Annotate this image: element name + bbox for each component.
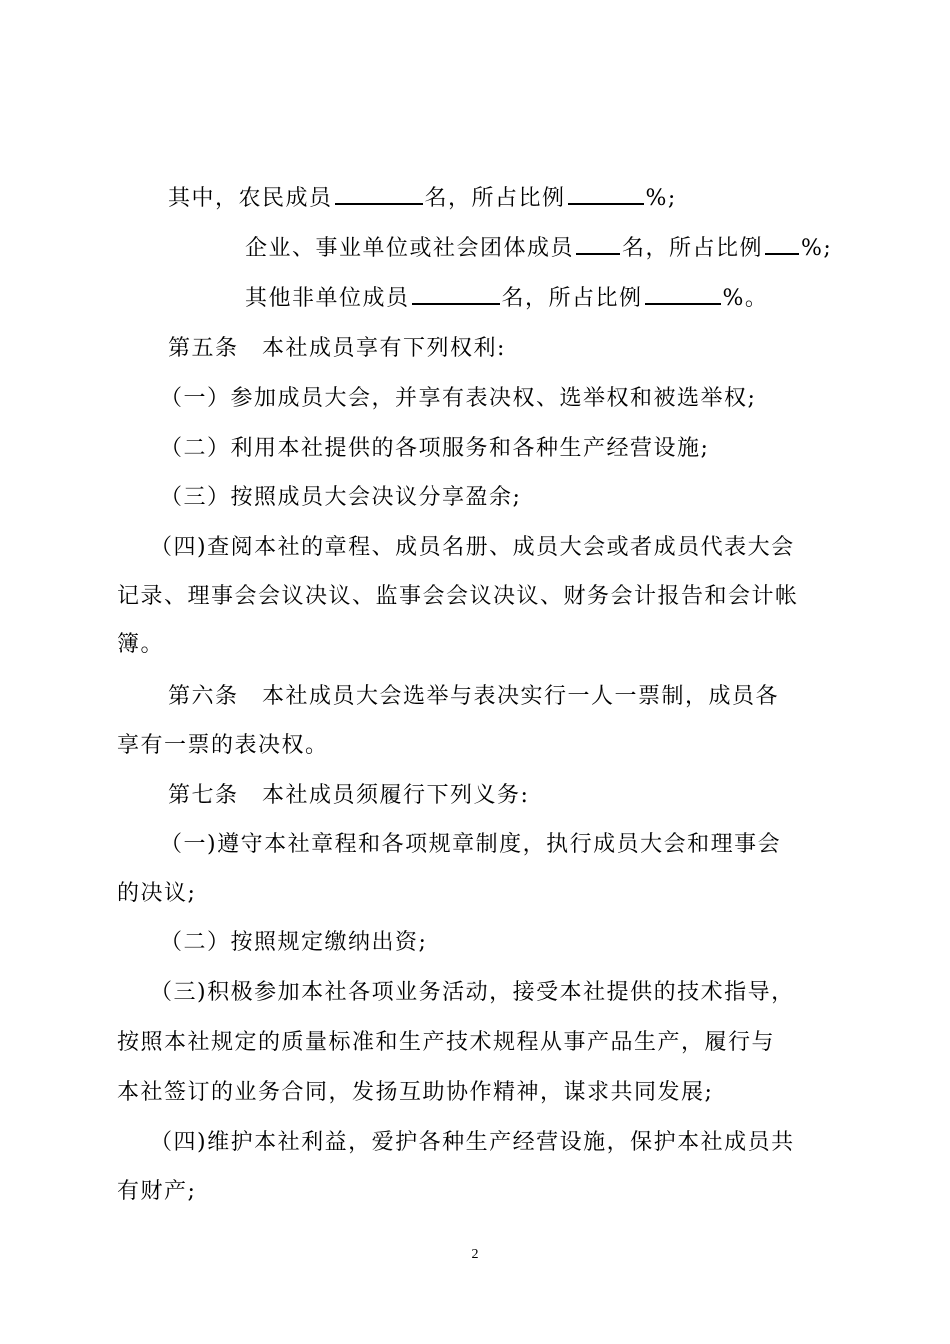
article7-heading: 第七条 本社成员须履行下列义务: [168,783,530,808]
other-ratio-blank [645,283,721,305]
farmer-count-blank [335,183,423,205]
article5-item4-line3: 簿。 [117,632,165,657]
enterprise-unit: 名，所占比例 [622,236,764,261]
article7-item3-line2: 按照本社规定的质量标准和生产技术规程从事产品生产，履行与 [117,1030,776,1055]
article5-item3: （三）按照成员大会决议分享盈余; [160,485,522,510]
article7-item4-line2: 有财产; [117,1179,197,1204]
farmer-unit: 名，所占比例 [424,186,566,211]
composition-other-line [245,283,768,314]
article6-line1: 第六条 本社成员大会选举与表决实行一人一票制，成员各 [168,684,780,709]
article5-item1: （一）参加成员大会，并享有表决权、选举权和被选举权; [160,386,757,411]
enterprise-pct: %; [801,236,833,261]
page-number: 2 [471,1247,479,1262]
other-unit: 名，所占比例 [501,286,643,311]
farmer-pct: %; [645,186,677,211]
article5-item4-line1: （四)查阅本社的章程、成员名册、成员大会或者成员代表大会 [150,535,795,560]
article7-item3-line1: （三)积极参加本社各项业务活动，接受本社提供的技术指导， [150,980,795,1005]
article7-item1-line1: （一)遵守本社章程和各项规章制度，执行成员大会和理事会 [160,832,782,857]
article7-item3-line3: 本社签订的业务合同，发扬互助协作精神，谋求共同发展; [117,1080,714,1105]
composition-farmer-line [168,183,677,214]
article7-item2: （二）按照规定缴纳出资; [160,930,428,955]
other-pct: %。 [722,286,769,311]
other-count-blank [412,283,500,305]
composition-enterprise-line [245,233,832,264]
article5-item2: （二）利用本社提供的各项服务和各种生产经营设施; [160,436,710,461]
enterprise-prefix: 企业、事业单位或社会团体成员 [245,236,575,261]
article7-item1-line2: 的决议; [117,881,197,906]
article5-heading: 第五条 本社成员享有下列权利: [168,336,506,361]
article7-item4-line1: （四)维护本社利益，爱护各种生产经营设施，保护本社成员共 [150,1130,795,1155]
farmer-prefix: 其中，农民成员 [168,186,333,211]
enterprise-ratio-blank [765,233,799,255]
article5-item4-line2: 记录、理事会会议决议、监事会会议决议、财务会计报告和会计帐 [117,584,799,609]
farmer-ratio-blank [568,183,644,205]
article6-line2: 享有一票的表决权。 [117,733,329,758]
other-prefix: 其他非单位成员 [245,286,410,311]
enterprise-count-blank [576,233,620,255]
